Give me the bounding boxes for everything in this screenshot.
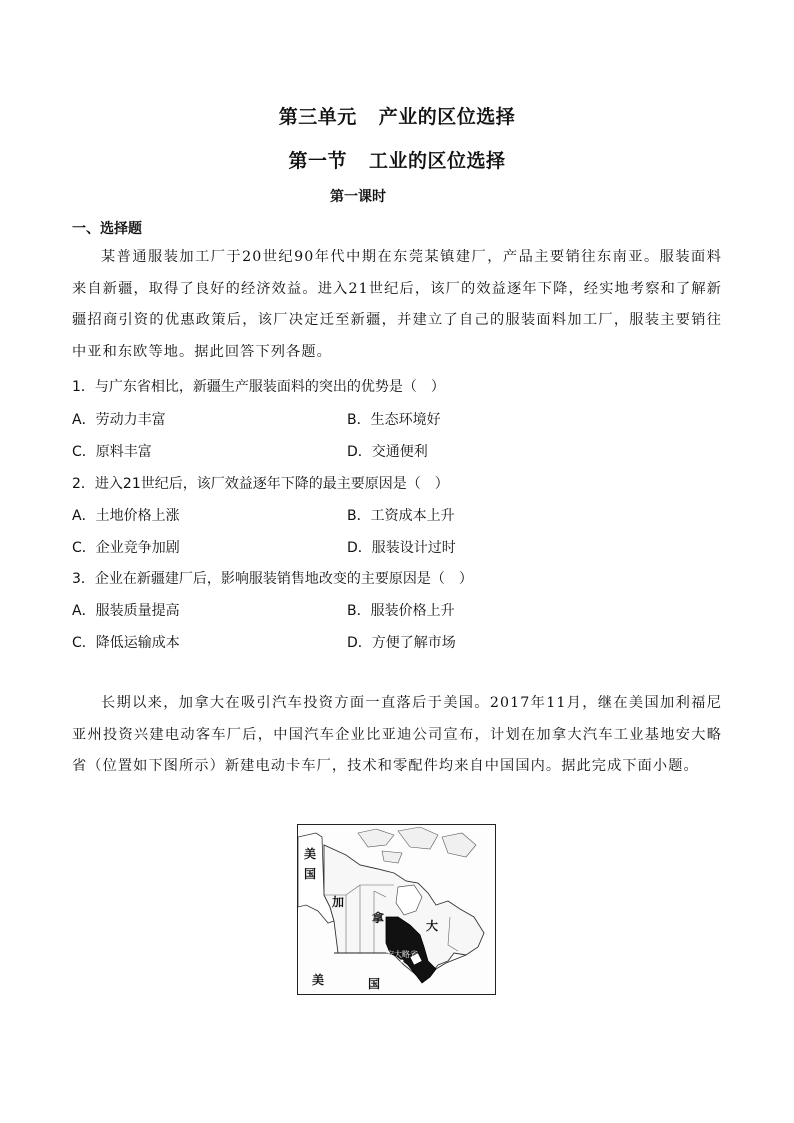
passage-1: 某普通服装加工厂于20世纪90年代中期在东莞某镇建厂，产品主要销往东南亚。服装面料来自新疆，取得了良好的经济效益。进入21世纪后，该厂的效益逐年下降，经实地考察和了解新疆招商引资的优惠政策后，该厂决定迁至新疆，并建立了自己的服装面料加工厂，服装主要销往中亚和东欧等地。据此回答下列各题。 — [72, 249, 722, 360]
question-1-option-a: A．劳动力丰富 — [72, 412, 166, 428]
question-2-option-d: D．服装设计过时 — [347, 540, 456, 556]
question-3-stem: 3．企业在新疆建厂后，影响服装销售地改变的主要原因是（ ） — [72, 571, 473, 587]
question-2-option-a: A．土地价格上涨 — [72, 508, 180, 524]
question-1-option-b: B．生态环境好 — [347, 412, 441, 428]
map-label-canada-2: 拿 — [372, 911, 385, 925]
section-title-number: 第一节 — [288, 150, 347, 172]
unit-title — [0, 102, 794, 129]
arctic-island — [398, 827, 438, 849]
question-3-option-a: A．服装质量提高 — [72, 603, 180, 619]
question-1-stem: 1．与广东省相比，新疆生产服装面料的突出的优势是（ ） — [72, 379, 445, 395]
map-label-usa-north-1: 美 — [304, 847, 317, 861]
map-label-canada-3: 大 — [426, 919, 439, 933]
canada-map-figure — [297, 824, 496, 995]
question-3-option-d: D．方便了解市场 — [347, 635, 456, 651]
map-label-usa-south-1: 美 — [312, 973, 325, 987]
unit-title-number: 第三单元 — [278, 106, 357, 128]
map-label-usa-north-2: 国 — [304, 867, 317, 881]
question-1-option-c: C．原料丰富 — [72, 444, 152, 460]
question-3-option-c: C．降低运输成本 — [72, 635, 180, 651]
map-label-canada-1: 加 — [332, 895, 345, 909]
lesson-title: 第一课时 — [330, 189, 386, 205]
arctic-island — [442, 833, 476, 857]
section-title-name: 工业的区位选择 — [369, 150, 506, 172]
passage-2: 长期以来，加拿大在吸引汽车投资方面一直落后于美国。2017年11月，继在美国加利福尼亚州投资兴建电动客车厂后，中国汽车企业比亚迪公司宣布，计划在加拿大汽车工业基地安大略省（位置如下图所示）新建电动卡车厂，技术和零配件均来自中国国内。据此完成下面小题。 — [72, 695, 722, 774]
unit-title-name: 产业的区位选择 — [378, 106, 516, 128]
section-title — [0, 146, 794, 173]
question-2-stem: 2．进入21世纪后，该厂效益逐年下降的最主要原因是（ ） — [72, 476, 449, 492]
canada-map-drawing — [298, 825, 495, 994]
question-2-option-c: C．企业竞争加剧 — [72, 540, 180, 556]
map-label-ontario: 安大略省 — [386, 950, 418, 959]
part-heading: 一、选择题 — [72, 221, 142, 237]
question-2-option-b: B．工资成本上升 — [347, 508, 455, 524]
question-1-option-d: D．交通便利 — [347, 444, 428, 460]
question-3-option-b: B．服装价格上升 — [347, 603, 455, 619]
map-label-usa-south-2: 国 — [368, 977, 381, 991]
arctic-island — [358, 829, 394, 847]
arctic-island — [382, 851, 402, 863]
